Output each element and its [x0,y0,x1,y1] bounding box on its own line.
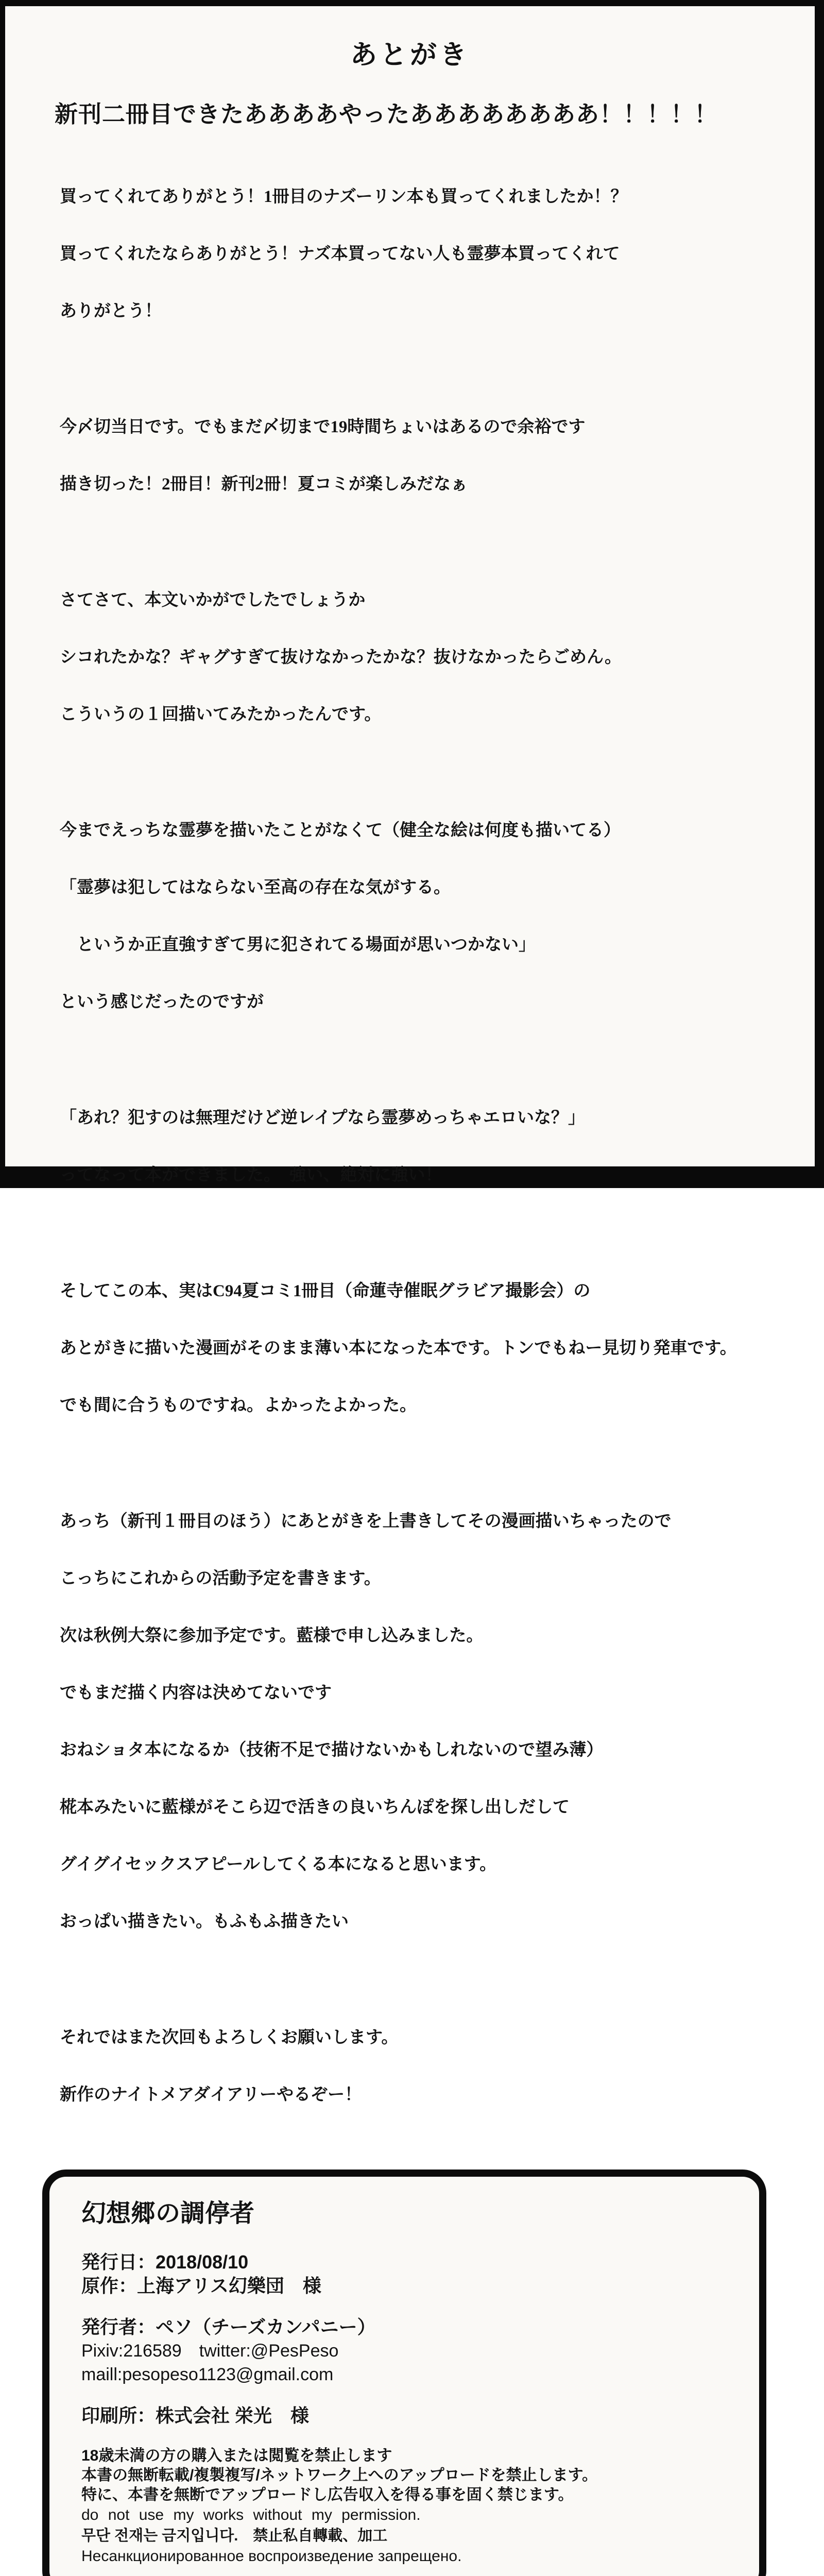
afterword-paragraph [60,1071,815,1223]
afterword-title: あとがき [350,41,470,70]
afterword-line: 今〆切当日です。でもまだ〆切まで19時間ちょいはあるので余裕です [60,418,586,436]
afterword-line: あとがきに描いた漫画がそのまま薄い本になった本です。トンでもねー見切り発車です。 [60,1339,737,1358]
afterword-line: さてさて、本文いかがでしたでしょうか [60,591,366,609]
notice-line: do not use my works without my permission. [81,2506,421,2523]
afterword-line: 椛本みたいに藍様がそこら辺で活きの良いちんぽを探し出しだして [60,1798,570,1817]
afterword-line: 買ってくれたならありがとう！ナズ本買ってない人も霊夢本買ってくれて [60,245,620,263]
afterword-line: 今までえっちな霊夢を描いたことがなくて（健全な絵は何度も描いてる） [60,821,621,840]
afterword-line: 買ってくれてありがとう！1冊目のナズーリン本も買ってくれましたか！？ [60,188,628,206]
afterword-line: おねショタ本になるか（技術不足で描けないかもしれないので望み薄） [60,1741,604,1759]
afterword-paragraph [60,149,815,359]
afterword-paragraph [60,553,815,762]
afterword-line: でも間に合うものですね。よかったよかった。 [60,1396,417,1415]
afterword-line: そしてこの本、実はC94夏コミ1冊目（命蓮寺催眠グラビア撮影会）の [60,1282,591,1300]
afterword-line: 描き切った！2冊目！新刊2冊！夏コミが楽しみだなぁ [60,475,468,494]
afterword-line: あっち（新刊１冊目のほう）にあとがきを上書きしてその漫画描いちゃったので [60,1512,672,1531]
book-title: 幻想郷の調停者 [81,2200,255,2227]
notice-line: Несанкционированное воспроизведение запрещено. [81,2548,462,2565]
original-work-line: 原作：上海アリス幻樂団 様 [81,2275,321,2296]
afterword-line: ってなって本ができました。 強い、絶対に強い！ [60,1166,442,1184]
afterword-line: 「霊夢は犯してはならない至高の存在な気がする。 [60,878,451,897]
notice-line: 무단 전재는 금지입니다. 禁止私自轉載、加工 [81,2528,388,2544]
mail-line: maill:pesopeso1123@gmail.com [81,2365,334,2384]
afterword-line: ありがとう！ [60,302,162,320]
pixiv-twitter-line: Pixiv:216589 twitter:@PesPeso [81,2341,339,2361]
notice-line: 18歳未満の方の購入または閲覧を禁止します [81,2447,392,2464]
afterword-paragraph [60,1244,815,1453]
notice-line: 特に、本書を無断でアップロードし広告収入を得る事を固く禁じます。 [81,2486,574,2503]
afterword-line: グイグイセックスアピールしてくる本になると思います。 [60,1855,497,1874]
afterword-line: 「あれ？犯すのは無理だけど逆レイプなら霊夢めっちゃエロいな？」 [60,1109,586,1127]
afterword-line: という感じだったのですが [60,993,264,1011]
paper-sheet [5,6,815,2565]
afterword-line: それではまた次回もよろしくお願いします。 [60,2028,399,2047]
afterword-line: というか正直強すぎて男に犯されてる場面が思いつかない」 [60,936,536,954]
afterword-line: おっぱい描きたい。もふもふ描きたい [60,1912,349,1931]
printer-line: 印刷所：株式会社 栄光 様 [81,2405,310,2426]
afterword-paragraph [60,380,815,532]
afterword-line: 次は秋例大祭に参加予定です。藍様で申し込みました。 [60,1626,484,1645]
colophon-box [42,2170,766,2576]
afterword-line: でもまだ描く内容は決めてないです [60,1684,332,1702]
afterword-line: こういうの１回描いてみたかったんです。 [60,705,382,724]
afterword-line: 新作のナイトメアダイアリーやるぞー！ [60,2086,362,2104]
afterword-headline: 新刊二冊目できたああああやったああああああああ！！！！！ [55,101,718,127]
afterword-paragraph [60,1990,815,2143]
afterword-paragraph [60,783,815,1050]
notice-block [81,2446,739,2567]
afterword-line: こっちにこれからの活動予定を書きます。 [60,1569,381,1588]
notice-line: 本書の無断転載/複製複写/ネットワーク上へのアップロードを禁止します。 [81,2467,598,2484]
afterword-paragraph [60,1474,815,1970]
publisher-line: 発行者：ペソ（チーズカンパニー） [81,2316,376,2337]
afterword-line: シコれたかな？ギャグすぎて抜けなかったかな？抜けなかったらごめん。 [60,648,622,667]
publish-date-line: 発行日：2018/08/10 [81,2251,249,2273]
